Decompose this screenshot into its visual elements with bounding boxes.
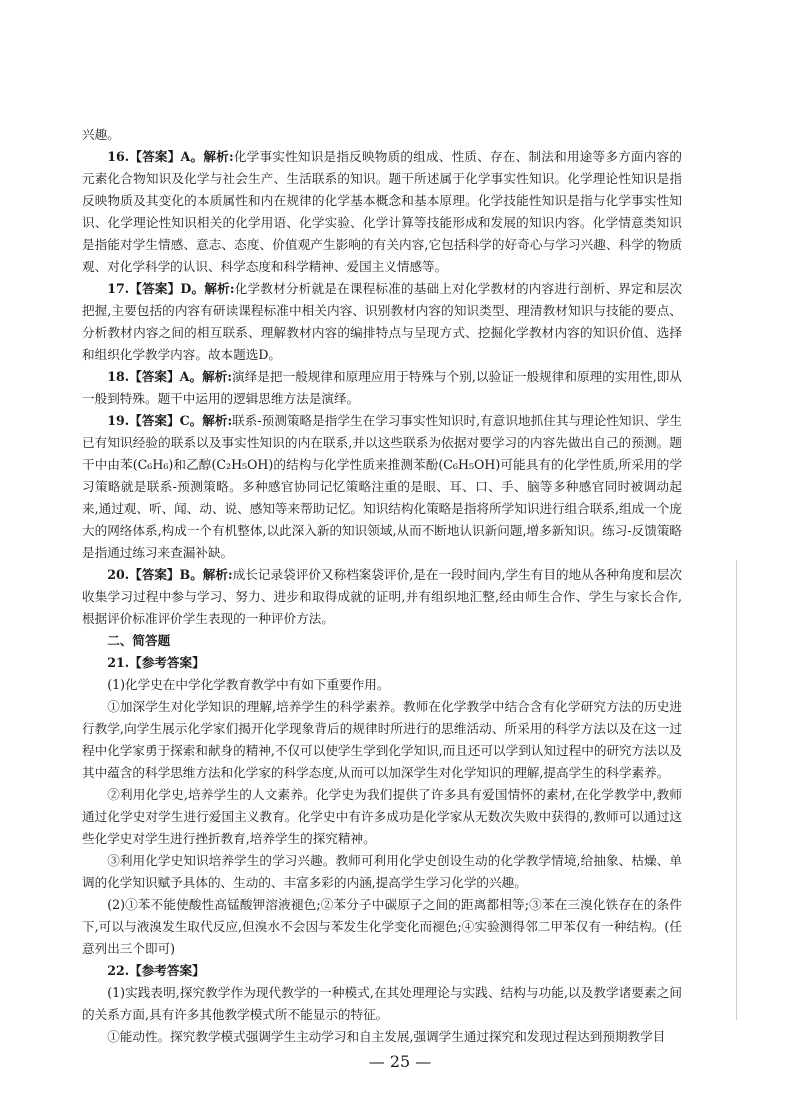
scan-edge-line	[736, 560, 737, 1020]
answer-lead: 16.【答案】A。解析:	[107, 149, 234, 164]
answer-lead: 17.【答案】D。解析:	[107, 281, 235, 296]
answer-text: 演绎是把一般规律和原理应用于特殊与个别,以验证一般规律和原理的实用性,即从一般到特殊。题干中运用的逻辑思维方法是演绎。	[82, 369, 682, 406]
answer-text: 成长记录袋评价又称档案袋评价,是在一段时间内,学生有目的地从各种角度和层次收集学习过程中参与学习、努力、进步和取得成就的证明,并有组织地汇整,经由师生合作、学生与家长合作,根据评价标准评价学生表现的一种评价方法。	[82, 567, 682, 626]
answer-22-heading: 22.【参考答案】	[107, 963, 205, 978]
answer-lead: 19.【答案】C。解析:	[107, 413, 233, 428]
answer-lead: 20.【答案】B。解析:	[107, 567, 233, 582]
answer-22-paragraph: ①能动性。探究教学模式强调学生主动学习和自主发展,强调学生通过探究和发现过程达到预期教学目	[107, 1029, 666, 1044]
section-heading: 二、简答题	[107, 633, 171, 648]
answer-21-paragraph: ②利用化学史,培养学生的人文素养。化学史为我们提供了许多具有爱国情怀的素材,在化学教学中,教师通过化学史对学生进行爱国主义教育。化学史中有许多成功是化学家从无数次失败中获得的,教师可以通过这些化学史对学生进行挫折教育,培养学生的探究精神。	[82, 787, 682, 846]
answer-text: 化学事实性知识是指反映物质的组成、性质、存在、制法和用途等多方面内容的元素化合物知识及化学与社会生产、生活联系的知识。题干所述属于化学事实性知识。化学理论性知识是指反映物质及其变化的本质属性和内在规律的化学基本概念和基本原理。化学技能性知识是指与化学事实性知识、化学理论性知识相关的化学用语、化学实验、化学计算等技能形成和发展的知识内容。化学情意类知识是指能对学生情感、意志、态度、价值观产生影响的有关内容,它包括科学的好奇心与学习兴趣、科学的物质观、对化学科学的认识、科学态度和科学精神、爱国主义情感等。	[82, 149, 682, 274]
answer-19	[82, 410, 682, 564]
page-body	[82, 124, 682, 1048]
answer-21-paragraph: ③利用化学史知识培养学生的学习兴趣。教师可利用化学史创设生动的化学教学情境,给抽象、枯燥、单调的化学知识赋予具体的、生动的、丰富多彩的内涵,提高学生学习化学的兴趣。	[82, 853, 682, 890]
answer-17	[82, 278, 682, 366]
answer-21-heading: 21.【参考答案】	[107, 655, 205, 670]
answer-18	[82, 366, 682, 410]
answer-21-paragraph: ①加深学生对化学知识的理解,培养学生的科学素养。教师在化学教学中结合含有化学研究方法的历史进行教学,向学生展示化学家们揭开化学现象背后的规律时所进行的思维活动、所采用的科学方法以及在这一过程中化学家勇于探索和献身的精神,不仅可以使学生学到化学知识,而且还可以学到认知过程中的研究方法以及其中蕴含的科学思维方法和化学家的科学态度,从而可以加深学生对化学知识的理解,提高学生的科学素养。	[82, 699, 682, 780]
answer-16	[82, 146, 682, 278]
answer-text: 联系-预测策略是指学生在学习事实性知识时,有意识地抓住其与理论性知识、学生已有知识经验的联系以及事实性知识的内在联系,并以这些联系为依据对要学习的内容先做出自己的预测。题干中由苯(C₆H₆)和乙醇(C₂H₅OH)的结构与化学性质来推测苯酚(C₆H₅OH)可能具有的化学性质,所采用的学习策略就是联系-预测策略。多种感官协同记忆策略注重的是眼、耳、口、手、脑等多种感官同时被调动起来,通过观、听、闻、动、说、感知等来帮助记忆。知识结构化策略是指将所学知识进行组合联系,组成一个庞大的网络体系,构成一个有机整体,以此深入新的知识领域,从而不断地认识新问题,增多新知识。练习-反馈策略是指通过练习来查漏补缺。	[82, 413, 682, 560]
answer-lead: 18.【答案】A。解析:	[107, 369, 232, 384]
text-line: 兴趣。	[82, 127, 120, 142]
page-number: — 25 —	[368, 1052, 432, 1071]
answer-21-paragraph: (2)①苯不能使酸性高锰酸钾溶液褪色;②苯分子中碳原子之间的距离都相等;③苯在三溴化铁存在的条件下,可以与液溴发生取代反应,但溴水不会因与苯发生化学变化而褪色;④实验测得邻二甲苯仅有一种结构。(任意列出三个即可)	[82, 897, 682, 956]
answer-20	[82, 564, 682, 630]
answer-text: 化学教材分析就是在课程标准的基础上对化学教材的内容进行剖析、界定和层次把握,主要包括的内容有研读课程标准中相关内容、识别教材内容的知识类型、理清教材知识与技能的要点、分析教材内容之间的相互联系、理解教材内容的编排特点与呈现方式、挖掘化学教材内容的知识价值、选择和组织化学教学内容。故本题选D。	[82, 281, 683, 362]
answer-22-paragraph: (1)实践表明,探究教学作为现代教学的一种模式,在其处理理论与实践、结构与功能,以及教学诸要素之间的关系方面,具有许多其他教学模式所不能显示的特征。	[82, 985, 682, 1022]
answer-21-paragraph: (1)化学史在中学化学教育教学中有如下重要作用。	[107, 677, 390, 692]
